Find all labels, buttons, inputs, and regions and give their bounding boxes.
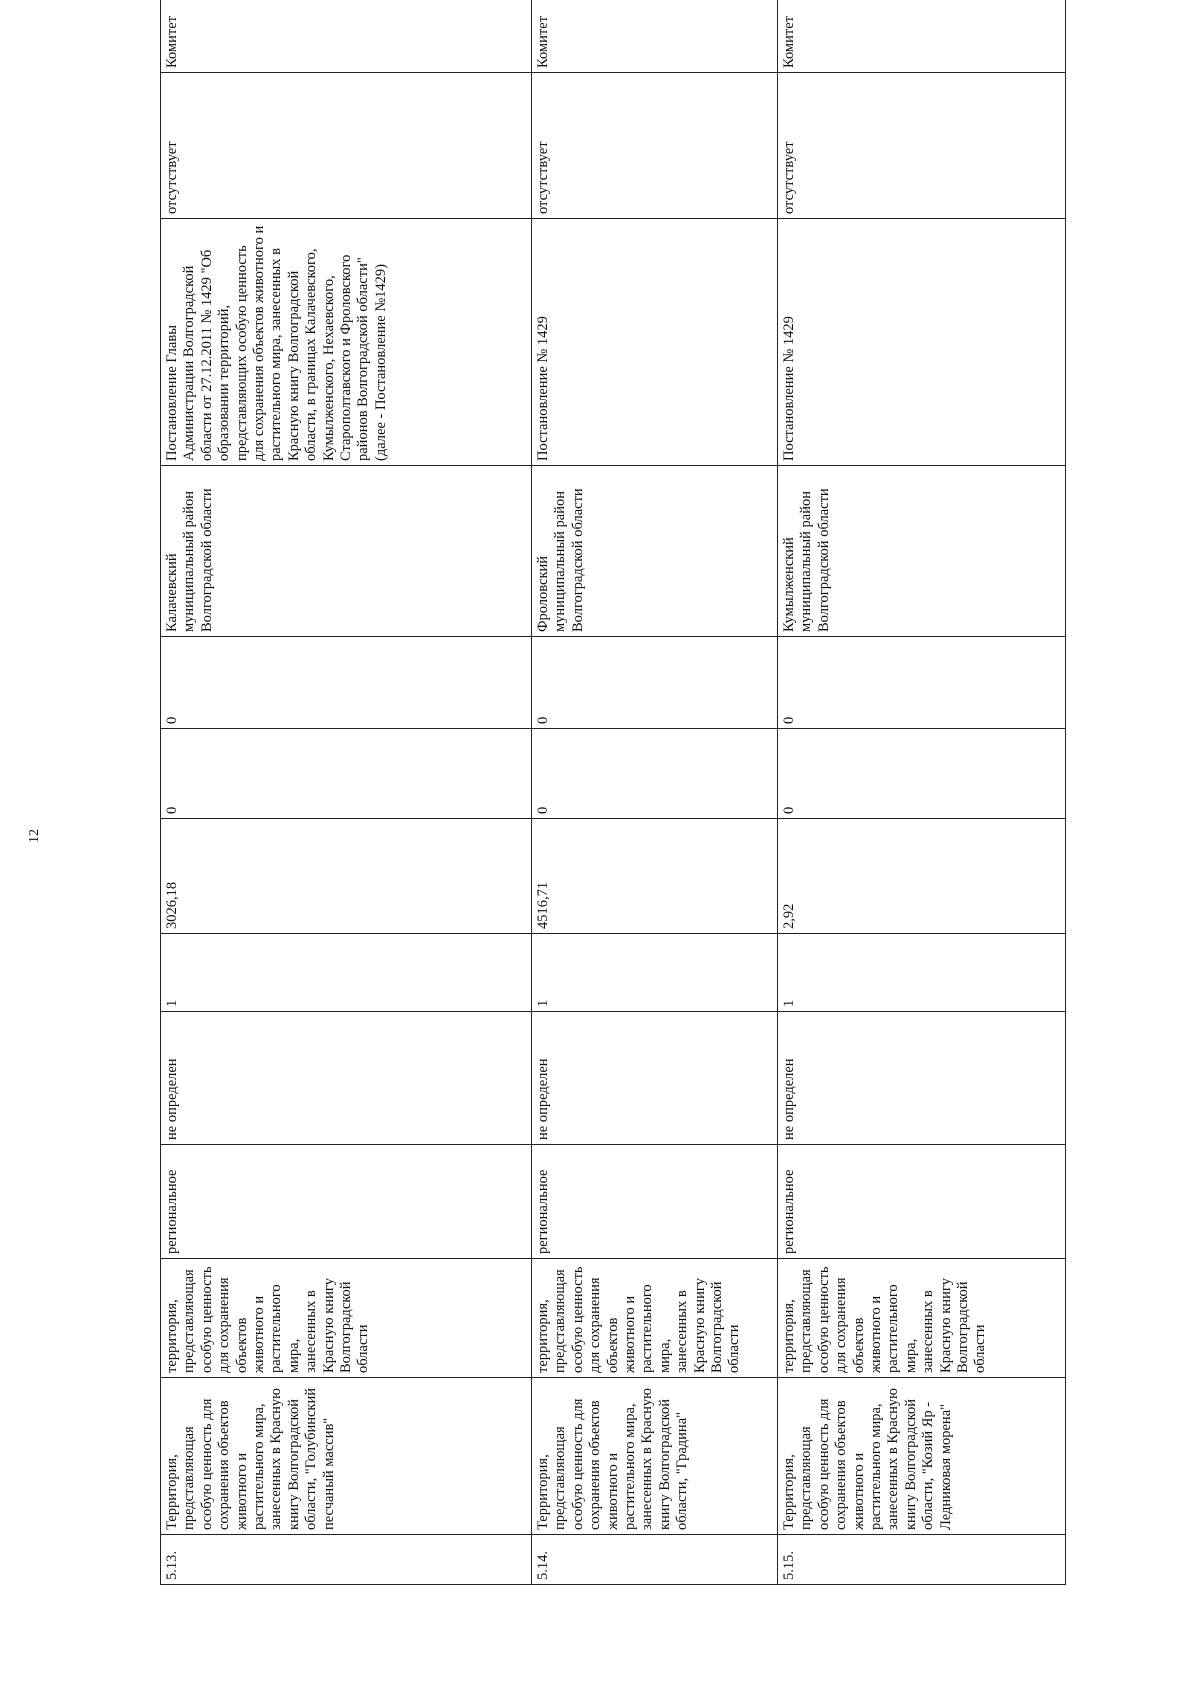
cell-count: 1 (161, 934, 532, 1012)
cell-zone: не определен (161, 1012, 532, 1145)
cell-organization: Комитет (532, 0, 778, 73)
cell-significance: региональное (532, 1145, 778, 1259)
cell-district: Фроловский муниципальный район Волгоградской области (532, 466, 778, 637)
cell-count: 1 (778, 934, 1066, 1012)
page-number: 12 (27, 829, 42, 843)
cell-category: территория, представляющая особую ценность для сохранения объектов животного и растительного мира, занесенных в Красную книгу Волгоградской области (161, 1259, 532, 1378)
cell-document: Постановление № 1429 (532, 219, 778, 466)
cell-value-1: 0 (532, 729, 778, 819)
cell-value-2: 0 (532, 637, 778, 729)
table-row (532, 0, 778, 1585)
cell-district: Кумылженский муниципальный район Волгоградской области (778, 466, 1066, 637)
protected-areas-table (160, 0, 1066, 1585)
cell-count: 1 (532, 934, 778, 1012)
cell-document: Постановление Главы Администрации Волгоградской области от 27.12.2011 № 1429 "Об образовании территорий, представляющих особую ценность для сохранения объектов животного и растительного мира, занесенных в Красную книгу Волгоградской области, в границах Калачевского, Кумылженского, Нехаевского, Старополтавского и Фроловского районов Волгоградской области" (далее - Постановление №1429) (161, 219, 532, 466)
cell-significance: региональное (161, 1145, 532, 1259)
cell-area: 3026,18 (161, 819, 532, 934)
cell-value-2: 0 (161, 637, 532, 729)
cell-number: 5.13. (161, 1535, 532, 1585)
cell-status: отсутствует (532, 73, 778, 219)
cell-area: 2,92 (778, 819, 1066, 934)
cell-organization: Комитет (778, 0, 1066, 73)
cell-name: Территория, представляющая особую ценность для сохранения объектов животного и растительного мира, занесенных в Красную книгу Волгоградской области, "Голубинский песчаный массив" (161, 1378, 532, 1535)
cell-status: отсутствует (161, 73, 532, 219)
cell-name: Территория, представляющая особую ценность для сохранения объектов животного и растительного мира, занесенных в Красную книгу Волгоградской области, "Козий Яр - Ледниковая морена" (778, 1378, 1066, 1535)
cell-category: территория, представляющая особую ценность для сохранения объектов животного и растительного мира, занесенных в Красную книгу Волгоградской области (778, 1259, 1066, 1378)
cell-zone: не определен (532, 1012, 778, 1145)
cell-value-2: 0 (778, 637, 1066, 729)
cell-value-1: 0 (778, 729, 1066, 819)
cell-significance: региональное (778, 1145, 1066, 1259)
cell-number: 5.14. (532, 1535, 778, 1585)
cell-status: отсутствует (778, 73, 1066, 219)
cell-name: Территория, представляющая особую ценность для сохранения объектов животного и растительного мира, занесенных в Красную книгу Волгоградской области, "Градина" (532, 1378, 778, 1535)
cell-document: Постановление № 1429 (778, 219, 1066, 466)
rotated-table-container (160, 16, 1065, 1585)
cell-number: 5.15. (778, 1535, 1066, 1585)
cell-area: 4516,71 (532, 819, 778, 934)
cell-district: Калачевский муниципальный район Волгоградской области (161, 466, 532, 637)
cell-organization: Комитет (161, 0, 532, 73)
cell-value-1: 0 (161, 729, 532, 819)
table-row (161, 0, 532, 1585)
cell-category: территория, представляющая особую ценность для сохранения объектов животного и растительного мира, занесенных в Красную книгу Волгоградской области (532, 1259, 778, 1378)
table-row (778, 0, 1066, 1585)
cell-zone: не определен (778, 1012, 1066, 1145)
table-region (160, 16, 1065, 1585)
